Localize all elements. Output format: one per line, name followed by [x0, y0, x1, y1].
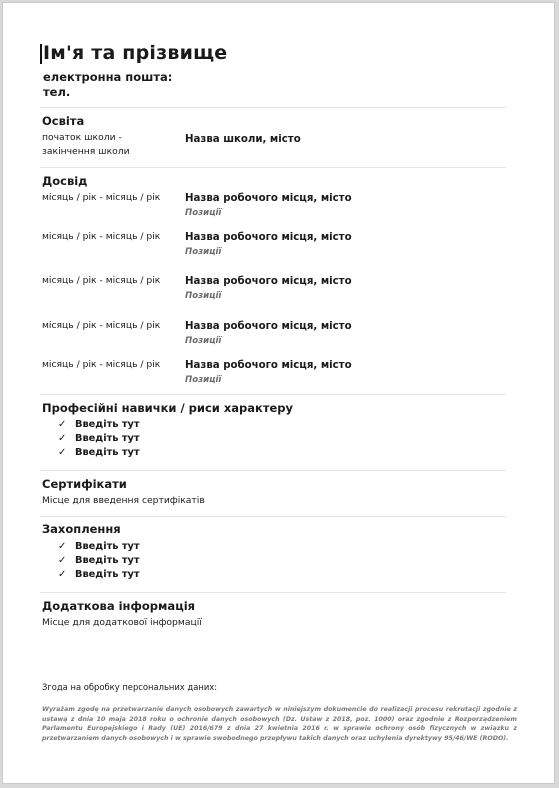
list-item[interactable]	[58, 418, 140, 432]
experience-place[interactable]: Назва робочого місця, місто	[185, 276, 352, 287]
skills-list	[58, 418, 140, 460]
education-school[interactable]: Назва школи, місто	[185, 134, 301, 145]
consent-text[interactable]: Wyrażam zgodę na przetwarzanie danych osobowych zawartych w niniejszym dokumencie do realizacji procesu rekrutacji zgodnie z ustawą z dnia 10 maja 2018 roku o ochronie danych osobowych (Dz. Ustaw z 2018, poz. 1000) oraz zgodnie z Rozporządzeniem Parlamentu Europejskiego i Rady (UE) 2016/679 z dnia 27 kwietnia 2016 r. w sprawie ochrony osób fizycznych w związku z przetwarzaniem danych osobowych i w sprawie swobodnego przepływu takich danych oraz uchylenia dyrektywy 95/46/WE (RODO).	[42, 706, 517, 742]
experience-section-title[interactable]: Досвід	[42, 174, 88, 188]
section-divider	[40, 107, 506, 108]
skill-item-text: Введіть тут	[75, 433, 140, 444]
hobby-item-text: Введіть тут	[75, 541, 140, 552]
checkmark-icon: ✓	[58, 419, 67, 430]
additional-section-title[interactable]: Додаткова інформація	[42, 599, 196, 613]
list-item[interactable]	[58, 446, 140, 460]
section-divider	[40, 394, 506, 395]
text-cursor	[40, 44, 42, 64]
experience-position[interactable]: Позиції	[185, 375, 222, 385]
list-item[interactable]	[58, 568, 140, 582]
email-label[interactable]: електронна пошта:	[43, 70, 173, 84]
education-dates[interactable]: початок школи - закінчення школи	[42, 132, 130, 157]
checkmark-icon: ✓	[58, 541, 67, 552]
education-section-title[interactable]: Освіта	[42, 114, 85, 128]
hobby-item-text: Введіть тут	[75, 569, 140, 580]
phone-label[interactable]: тел.	[43, 85, 71, 99]
experience-position[interactable]: Позиції	[185, 336, 222, 346]
additional-text[interactable]: Місце для додаткової інформації	[42, 617, 202, 628]
experience-place[interactable]: Назва робочого місця, місто	[185, 232, 352, 243]
hobbies-section-title[interactable]: Захоплення	[42, 522, 121, 536]
experience-dates[interactable]: місяць / рік - місяць / рік	[42, 231, 161, 242]
consent-title[interactable]: Згода на обробку персональних даних:	[42, 682, 218, 692]
section-divider	[40, 592, 506, 593]
section-divider	[40, 516, 506, 517]
skills-section-title[interactable]: Професійні навички / риси характеру	[42, 401, 294, 415]
section-divider	[40, 470, 506, 471]
experience-place[interactable]: Назва робочого місця, місто	[185, 360, 352, 371]
experience-position[interactable]: Позиції	[185, 247, 222, 257]
experience-position[interactable]: Позиції	[185, 291, 222, 301]
hobby-item-text: Введіть тут	[75, 555, 140, 566]
list-item[interactable]	[58, 554, 140, 568]
experience-place[interactable]: Назва робочого місця, місто	[185, 321, 352, 332]
list-item[interactable]	[58, 540, 140, 554]
full-name-heading[interactable]: Ім'я та прізвище	[43, 42, 228, 64]
experience-dates[interactable]: місяць / рік - місяць / рік	[42, 359, 161, 370]
certificates-text[interactable]: Місце для введення сертифікатів	[42, 495, 205, 506]
experience-dates[interactable]: місяць / рік - місяць / рік	[42, 275, 161, 286]
experience-dates[interactable]: місяць / рік - місяць / рік	[42, 192, 161, 203]
skill-item-text: Введіть тут	[75, 447, 140, 458]
experience-place[interactable]: Назва робочого місця, місто	[185, 193, 352, 204]
skill-item-text: Введіть тут	[75, 419, 140, 430]
certificates-section-title[interactable]: Сертифікати	[42, 477, 127, 491]
list-item[interactable]	[58, 432, 140, 446]
hobbies-list	[58, 540, 140, 582]
checkmark-icon: ✓	[58, 447, 67, 458]
checkmark-icon: ✓	[58, 433, 67, 444]
experience-dates[interactable]: місяць / рік - місяць / рік	[42, 320, 161, 331]
section-divider	[40, 167, 506, 168]
document-page	[2, 2, 555, 784]
experience-position[interactable]: Позиції	[185, 208, 222, 218]
checkmark-icon: ✓	[58, 569, 67, 580]
checkmark-icon: ✓	[58, 555, 67, 566]
